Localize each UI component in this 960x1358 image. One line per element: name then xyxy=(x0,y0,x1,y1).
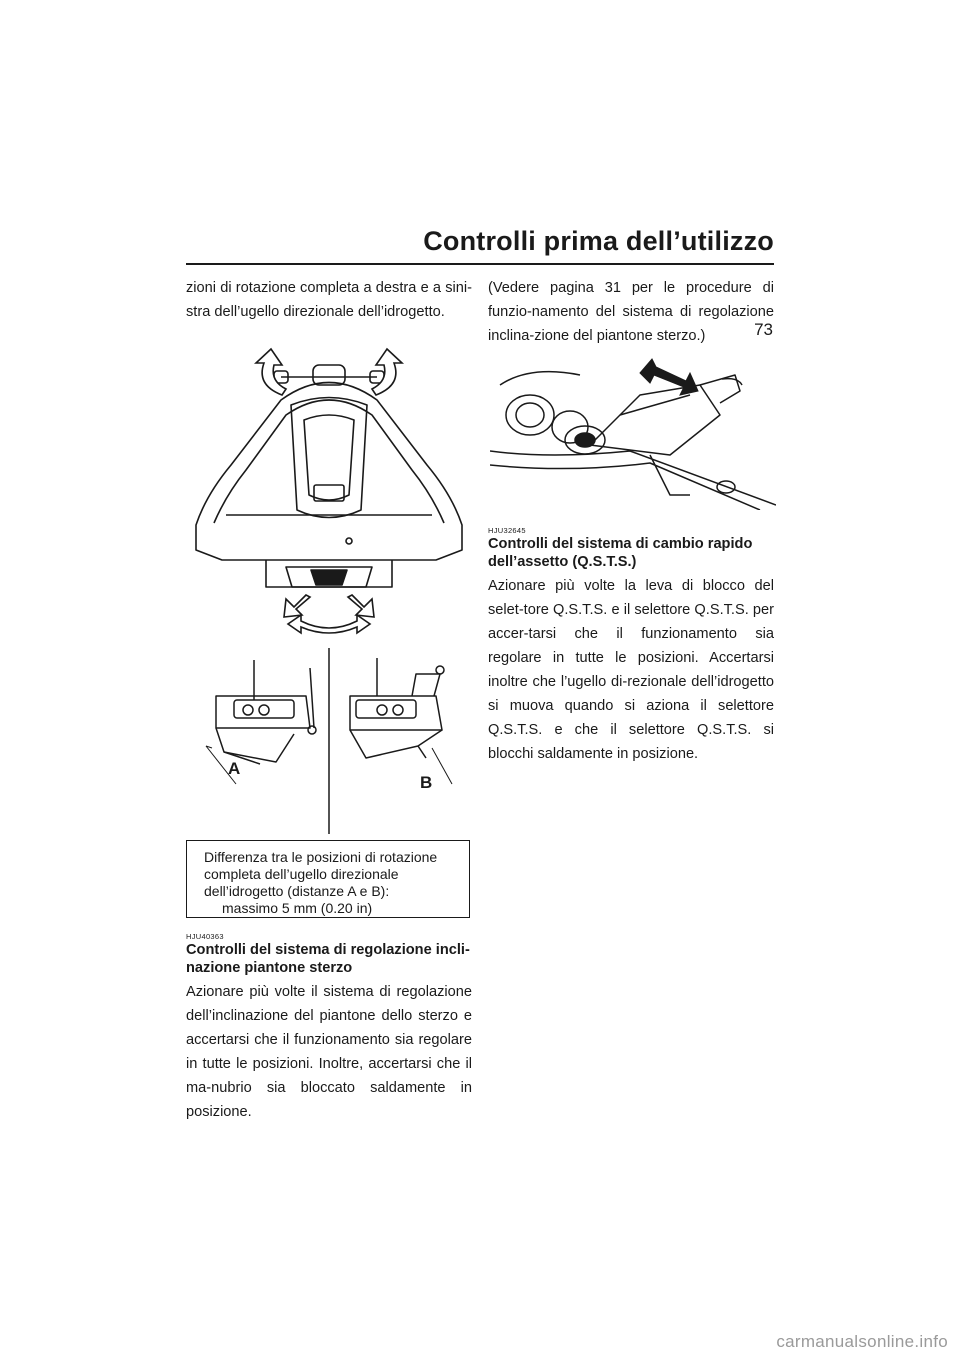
watermark-footer: carmanualsonline.info xyxy=(776,1332,948,1351)
section-heading: Controlli del sistema di regolazione incli-nazione piantone sterzo xyxy=(186,942,470,976)
spec-value: massimo 5 mm (0.20 in) xyxy=(222,900,373,916)
dimension-label-a: A xyxy=(228,759,241,778)
spec-line-3: dell’idrogetto (distanze A e B): xyxy=(204,883,390,899)
section-steering-tilt xyxy=(186,932,472,1124)
page-title: Controlli prima dell’utilizzo xyxy=(423,226,774,256)
dimension-label-b: B xyxy=(420,773,433,792)
title-rule xyxy=(186,263,774,265)
specification-box xyxy=(186,840,470,918)
section-code: HJU40363 xyxy=(186,932,224,941)
intro-paragraph-left: zioni di rotazione completa a destra e a sini-stra dell’ugello direzionale dell’idrogetto. xyxy=(186,280,472,320)
section-body: Azionare più volte il sistema di regolazione dell’inclinazione del piantone dello sterzo e accertarsi che il funzionamento sia regolare in tutte le posizioni. Inoltre, accertarsi che il ma-nubrio sia bloccato saldamente in posizione. xyxy=(186,984,472,1120)
spec-line-1: Differenza tra le posizioni di rotazione xyxy=(204,849,438,865)
intro-paragraph-right: (Vedere pagina 31 per le procedure di funzio-namento del sistema di regolazione inclina-zione del piantone sterzo.) xyxy=(488,280,774,344)
steering-column-illustration xyxy=(490,355,776,510)
page-number: 73 xyxy=(754,320,773,339)
spec-line-2: completa dell’ugello direzionale xyxy=(204,866,399,882)
nozzle-rotation-detail-illustration xyxy=(186,648,472,838)
section-code: HJU32645 xyxy=(488,526,526,535)
watercraft-top-view-illustration xyxy=(186,345,472,635)
section-heading: Controlli del sistema di cambio rapido dell’assetto (Q.S.T.S.) xyxy=(488,536,753,570)
section-qsts xyxy=(488,526,774,766)
section-body: Azionare più volte la leva di blocco del selet-tore Q.S.T.S. e il selettore Q.S.T.S. per accer-tarsi che il funzionamento sia regolare in tutte le posizioni. Accertarsi inoltre che l’ugello di-rezionale dell’idrogetto si muova quando si aziona il selettore Q.S.T.S. e che il selettore Q.S.T.S. si blocchi saldamente in posizione. xyxy=(488,578,774,762)
